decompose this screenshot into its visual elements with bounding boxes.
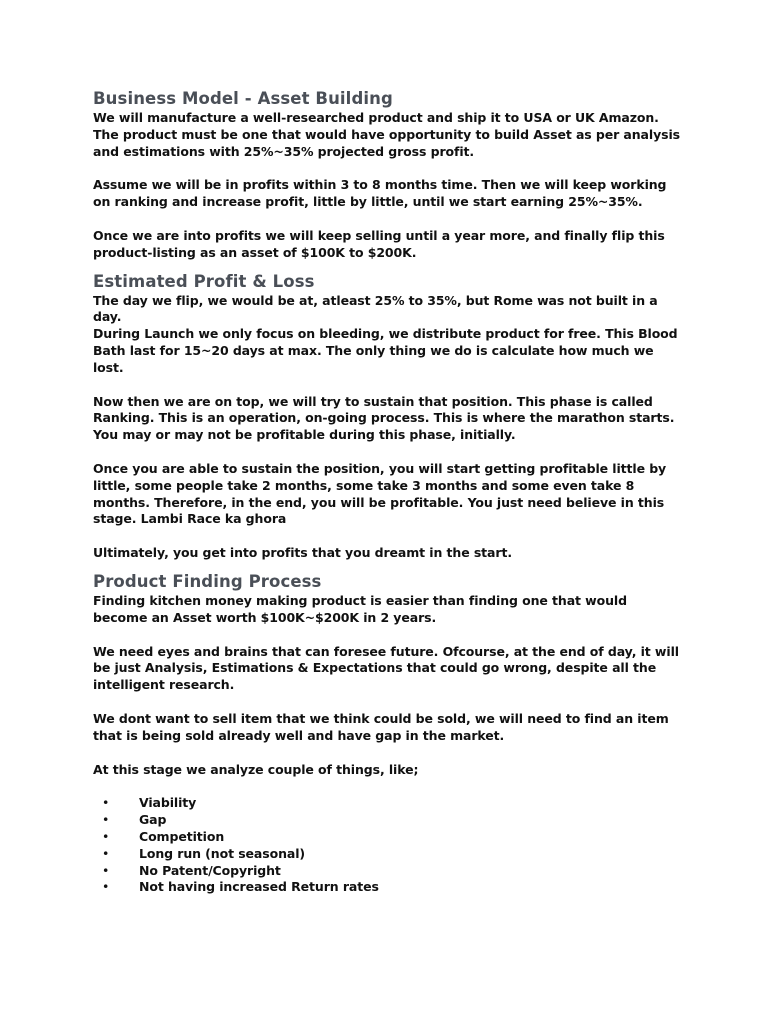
list-item [93,863,683,880]
list-item [93,795,683,812]
list-item-label: Competition [139,828,225,844]
bullet-icon: • [102,845,110,861]
heading-business-model: Business Model - Asset Building [93,89,393,108]
bullet-icon: • [102,795,110,811]
paragraph: We will manufacture a well-researched product and ship it to USA or UK Amazon. The product must be one that would have opportunity to build Asset as per analysis and estimations with 25%~35% projected gross profit. [93,110,680,159]
list-item [93,879,683,896]
list-item-label: Not having increased Return rates [139,879,379,895]
analysis-bullet-list [93,795,683,896]
paragraph: Finding kitchen money making product is easier than finding one that would become an Asset worth $100K~$200K in 2 years. [93,592,627,625]
bullet-icon: • [102,862,110,878]
paragraph: Once we are into profits we will keep selling until a year more, and finally flip this product-listing as an asset of $100K to $200K. [93,227,665,260]
list-item [93,829,683,846]
bullet-icon: • [102,879,110,895]
paragraph: Assume we will be in profits within 3 to 8 months time. Then we will keep working on ranking and increase profit, little by little, until we start earning 25%~35%. [93,177,667,210]
list-item [93,812,683,829]
paragraph: We dont want to sell item that we think could be sold, we will need to find an item that is being sold already well and have gap in the market. [93,710,669,743]
bullet-icon: • [102,812,110,828]
paragraph: The day we flip, we would be at, atleast 25% to 35%, but Rome was not built in a day. [93,292,658,325]
bullet-icon: • [102,828,110,844]
list-item [93,846,683,863]
paragraph: Ultimately, you get into profits that you dreamt in the start. [93,545,512,561]
list-item-label: No Patent/Copyright [139,862,281,878]
document-page [93,88,683,896]
heading-estimated-profit-loss: Estimated Profit & Loss [93,271,315,291]
heading-product-finding-process: Product Finding Process [93,571,322,591]
paragraph: During Launch we only focus on bleeding, we distribute product for free. This Blood Bath last for 15~20 days at max. The only thing we do is calculate how much we lost. [93,326,678,375]
paragraph: We need eyes and brains that can foresee future. Ofcourse, at the end of day, it will be just Analysis, Estimations & Expectations that could go wrong, despite all the intelligent research. [93,643,679,693]
list-item-label: Long run (not seasonal) [139,845,306,861]
list-item-label: Viability [139,795,197,811]
paragraph: Now then we are on top, we will try to sustain that position. This phase is called Ranking. This is an operation, on-going process. This is where the marathon starts. You may or may not be profitable during this phase, initially. [93,393,675,443]
paragraph: Once you are able to sustain the position, you will start getting profitable little by little, some people take 2 months, some take 3 months and some even take 8 months. Therefore, in the end, you will be profitable. You just need believe in this stage. Lambi Race ka ghora [93,460,667,527]
list-item-label: Gap [139,812,167,828]
paragraph: At this stage we analyze couple of things, like; [93,761,419,777]
